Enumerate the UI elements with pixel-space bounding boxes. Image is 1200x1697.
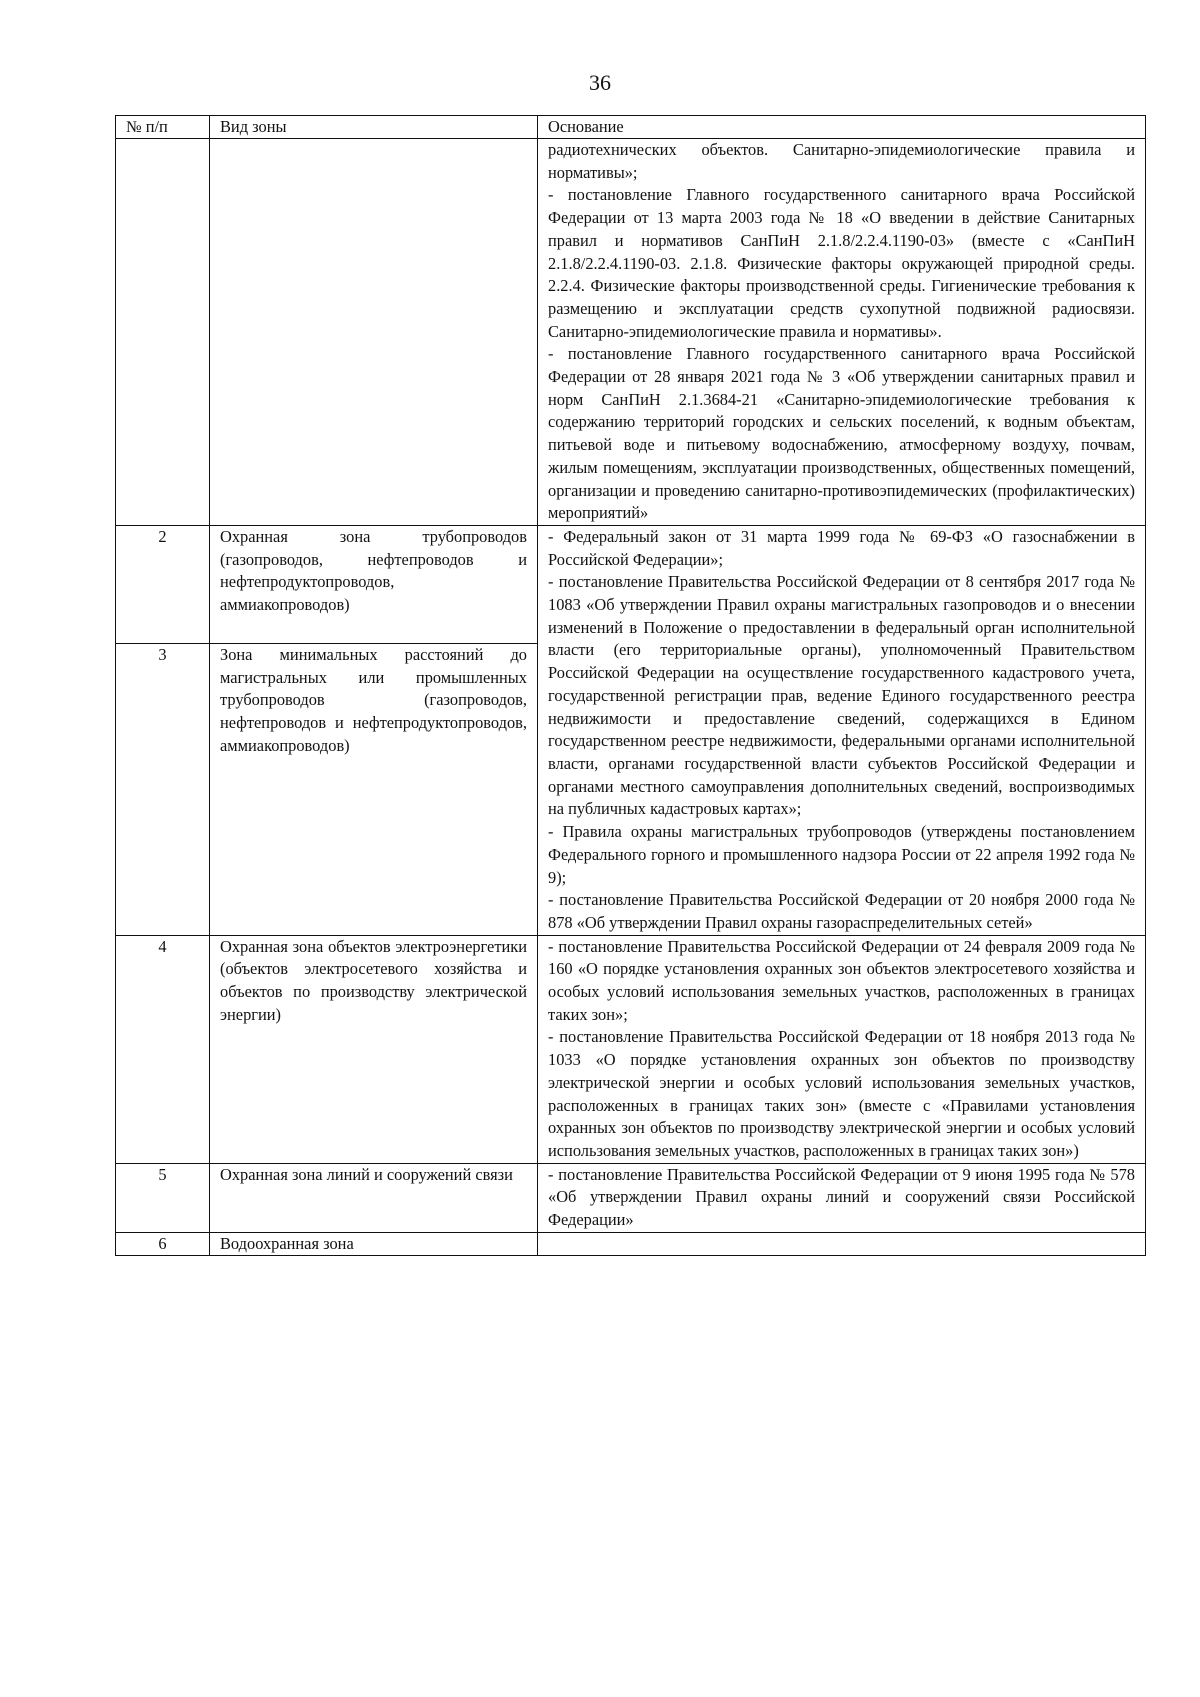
zones-table: [115, 115, 1146, 1256]
table-row: [116, 139, 1146, 526]
table-row: [116, 1232, 1146, 1256]
row-num: 5: [116, 1163, 210, 1232]
table-row: [116, 1163, 1146, 1232]
row-zone: Водоохранная зона: [210, 1232, 538, 1256]
row-zone: Охранная зона трубопроводов (газопроводов, нефтепроводов и нефтепродуктопроводов, аммиакопроводов): [210, 525, 538, 643]
basis-paragraph: - Правила охраны магистральных трубопроводов (утверждены постановлением Федерального горного и промышленного надзора России от 22 апреля 1992 года № 9);: [548, 822, 1135, 887]
row-basis: [538, 525, 1146, 935]
row-num: 6: [116, 1232, 210, 1256]
basis-paragraph: - Федеральный закон от 31 марта 1999 года № 69-ФЗ «О газоснабжении в Российской Федерации»;: [548, 526, 1135, 569]
row-num: 4: [116, 935, 210, 1163]
row-zone: [210, 139, 538, 526]
header-num: № п/п: [116, 116, 210, 139]
row-basis: [538, 1163, 1146, 1232]
page-number: 36: [589, 70, 611, 95]
table-header-row: [116, 116, 1146, 139]
basis-paragraph: - постановление Главного государственного санитарного врача Российской Федерации от 28 января 2021 года № 3 «Об утверждении санитарных правил и норм СанПиН 2.1.3684-21 «Санитарно-эпидемиологические требования к содержанию территорий городских и сельских поселений, к водным объектам, питьевой воде и питьевому водоснабжению, атмосферному воздуху, почвам, жилым помещениям, эксплуатации производственных, общественных помещений, организации и проведению санитарно-противоэпидемических (профилактических) мероприятий»: [548, 344, 1135, 523]
basis-paragraph: - постановление Правительства Российской Федерации от 24 февраля 2009 года № 160 «О порядке установления охранных зон объектов электросетевого хозяйства и особых условий использования земельных участков, расположенных в границах таких зон»;: [548, 936, 1135, 1024]
basis-paragraph: - постановление Правительства Российской Федерации от 18 ноября 2013 года № 1033 «О порядке установления охранных зон объектов по производству электрической энергии и особых условий использования земельных участков, расположенных в границах таких зон» (вместе с «Правилами установления охранных зон объектов по производству электрической энергии и особых условий использования земельных участков, расположенных в границах таких зон»): [548, 1027, 1135, 1160]
row-num: 2: [116, 525, 210, 643]
row-basis: [538, 935, 1146, 1163]
row-zone: Охранная зона линий и сооружений связи: [210, 1163, 538, 1232]
table-row: [116, 525, 1146, 643]
table-row: [116, 935, 1146, 1163]
header-basis: Основание: [538, 116, 1146, 139]
basis-paragraph: - постановление Правительства Российской Федерации от 20 ноября 2000 года № 878 «Об утверждении Правил охраны газораспределительных сетей»: [548, 890, 1135, 932]
row-basis: [538, 1232, 1146, 1256]
basis-paragraph: - постановление Правительства Российской Федерации от 8 сентября 2017 года № 1083 «Об утверждении Правил охраны магистральных газопроводов и о внесении изменений в Положение о предоставлении в федеральный орган исполнительной власти (его территориальные органы), уполномоченный Правительством Российской Федерации на осуществление государственного кадастрового учета, государственной регистрации прав, ведение Единого государственного реестра недвижимости и предоставление сведений, содержащихся в Едином государственном реестре недвижимости, федеральными органами исполнительной власти, органами государственной власти субъектов Российской Федерации и органами местного самоуправления дополнительных сведений, воспроизводимых на публичных кадастровых картах»;: [548, 572, 1135, 819]
header-zone: Вид зоны: [210, 116, 538, 139]
row-zone: Охранная зона объектов электроэнергетики (объектов электросетевого хозяйства и объектов по производству электрической энергии): [210, 935, 538, 1163]
row-zone: Зона минимальных расстояний до магистральных или промышленных трубопроводов (газопроводов, нефтепроводов и нефтепродуктопроводов, аммиакопроводов): [210, 643, 538, 935]
row-num: [116, 139, 210, 526]
row-num: 3: [116, 643, 210, 935]
basis-paragraph: радиотехнических объектов. Санитарно-эпидемиологические правила и нормативы»;: [548, 140, 1135, 182]
basis-paragraph: - постановление Главного государственного санитарного врача Российской Федерации от 13 марта 2003 года № 18 «О введении в действие Санитарных правил и нормативов СанПиН 2.1.8/2.2.4.1190-03» (вместе с «СанПиН 2.1.8/2.2.4.1190-03. 2.1.8. Физические факторы окружающей природной среды. 2.2.4. Физические факторы производственной среды. Гигиенические требования к размещению и эксплуатации средств сухопутной подвижной радиосвязи. Санитарно-эпидемиологические правила и нормативы».: [548, 185, 1135, 341]
basis-paragraph: - постановление Правительства Российской Федерации от 9 июня 1995 года № 578 «Об утверждении Правил охраны линий и сооружений связи Российской Федерации»: [548, 1164, 1135, 1230]
row-basis: [538, 139, 1146, 526]
